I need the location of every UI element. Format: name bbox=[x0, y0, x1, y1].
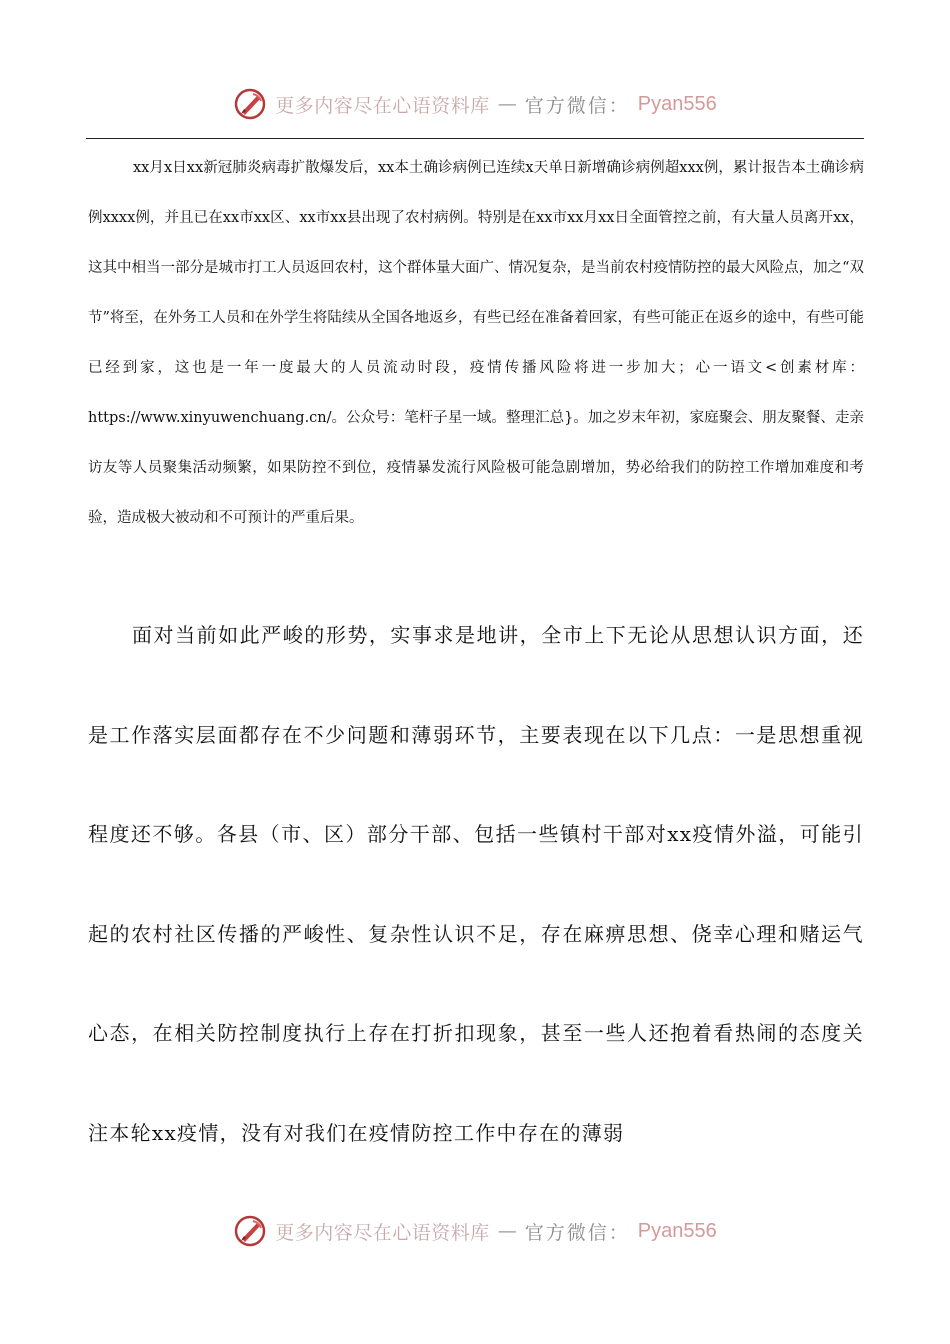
body-paragraph-1: xx月x日xx新冠肺炎病毒扩散爆发后，xx本土确诊病例已连续x天单日新增确诊病例超xxx例，累计报告本土确诊病例xxxx例，并且已在xx市xx区、xx市xx县出现了农村病例。特别是在xx市xx月xx日全面管控之前，有大量人员离开xx，这其中相当一部分是城市打工人员返回农村，这个群体量大面广、情况复杂，是当前农村疫情防控的最大风险点，加之“双节”将至，在外务工人员和在外学生将陆续从全国各地返乡，有些已经在准备着回家，有些可能正在返乡的途中，有些可能已经到家，这也是一年一度最大的人员流动时段，疫情传播风险将进一步加大；心一语文<创素材库：https://www.xinyuwenchuang.cn/。公众号：笔杆子星一域。整理汇总}。加之岁末年初，家庭聚会、朋友聚餐、走亲访友等人员聚集活动频繁，如果防控不到位，疫情暴发流行风险极可能急剧增加，势必给我们的防控工作增加难度和考验，造成极大被动和不可预计的严重后果。 bbox=[88, 160, 864, 526]
header-divider bbox=[86, 138, 864, 139]
footer-wechat-label: 官方微信： bbox=[524, 1221, 630, 1244]
body-paragraph-2: 面对当前如此严峻的形势，实事求是地讲，全市上下无论从思想认识方面，还是工作落实层面都存在不少问题和薄弱环节，主要表现在以下几点：一是思想重视程度还不够。各县（市、区）部分干部、包括一些镇村干部对xx疫情外溢，可能引起的农村社区传播的严峻性、复杂性认识不足，存在麻痹思想、侥幸心理和赌运气心态，在相关防控制度执行上存在打折扣现象，甚至一些人还抱着看热闹的态度关注本轮xx疫情，没有对我们在疫情防控工作中存在的薄弱 bbox=[88, 623, 864, 1145]
header-separator: — bbox=[497, 93, 517, 115]
header-wechat-id: Pyan556 bbox=[637, 92, 717, 115]
footer-wechat-id: Pyan556 bbox=[637, 1219, 717, 1242]
brand-logo-icon bbox=[233, 87, 267, 121]
footer-brand-text: 更多内容尽在心语资料库 bbox=[275, 1221, 490, 1244]
header-brand-text: 更多内容尽在心语资料库 bbox=[275, 94, 490, 117]
footer-separator: — bbox=[497, 1220, 517, 1242]
page-footer bbox=[0, 1211, 950, 1251]
footer-logo-icon bbox=[233, 1214, 267, 1248]
page-header bbox=[0, 84, 950, 124]
header-wechat-label: 官方微信： bbox=[524, 94, 630, 117]
